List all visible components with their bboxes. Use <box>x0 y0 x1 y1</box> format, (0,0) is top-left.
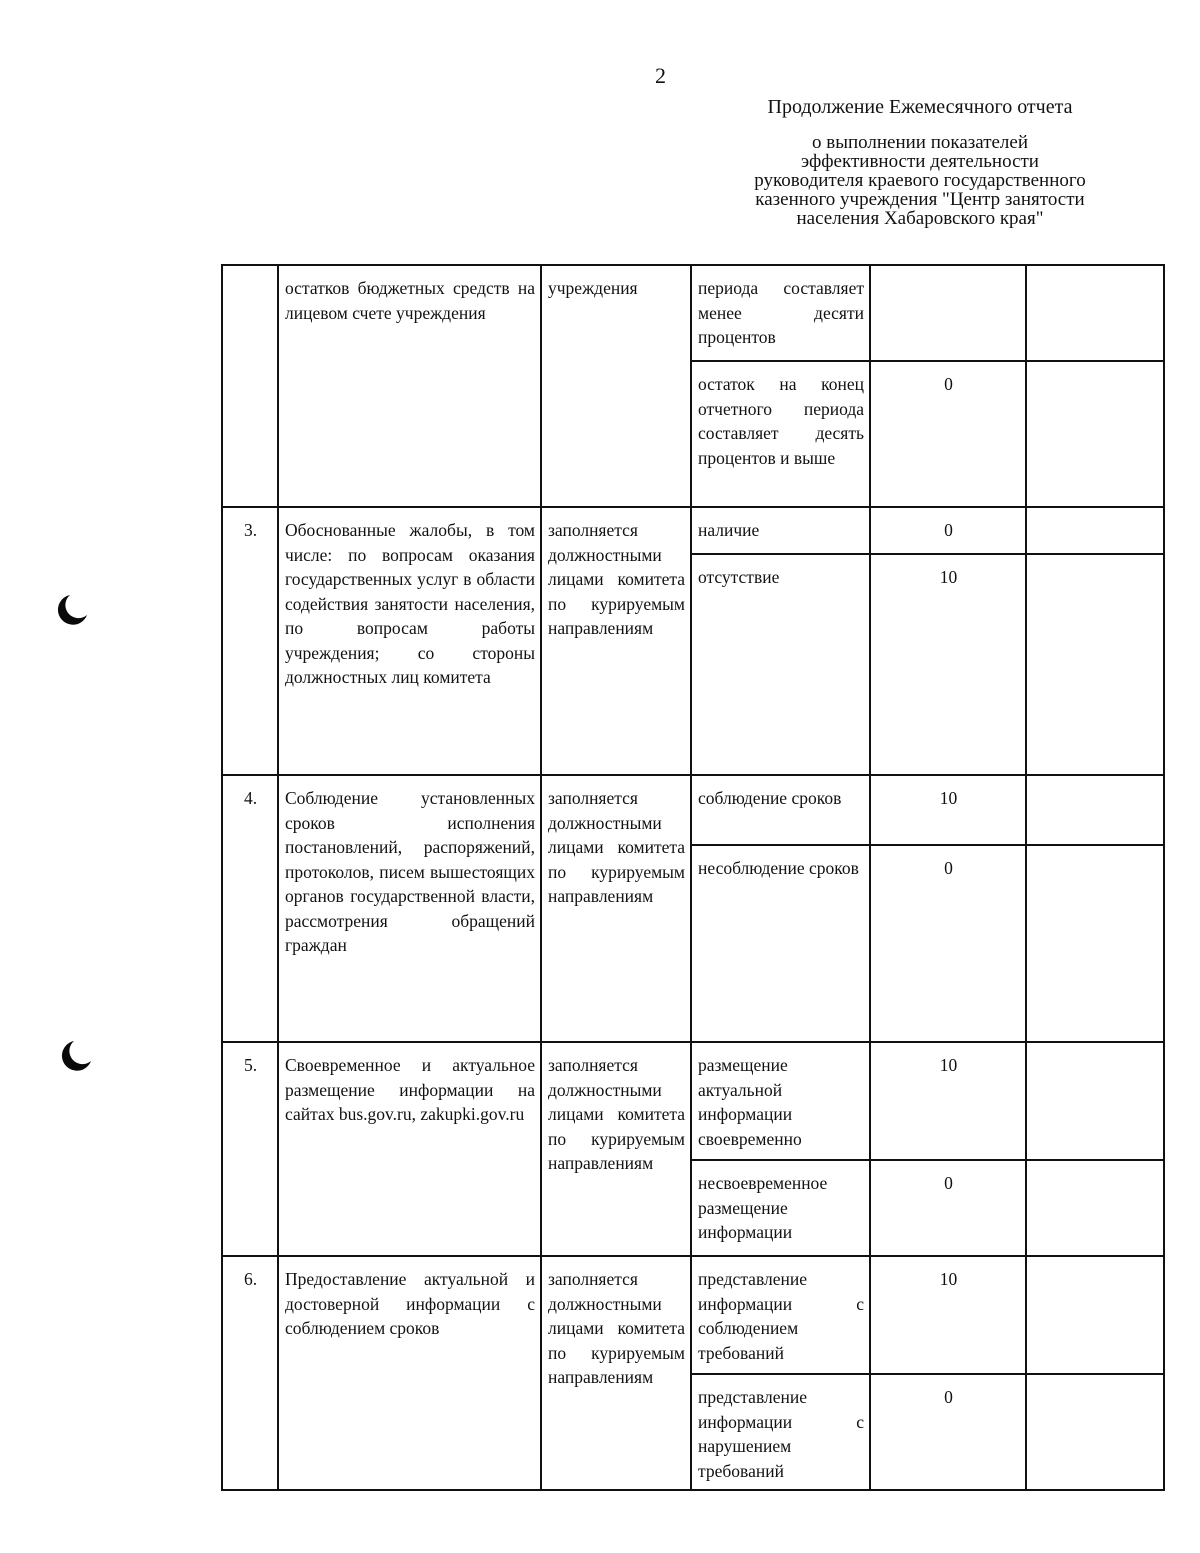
score-cell: 10 <box>870 1042 1026 1160</box>
data-source: заполняется должностными лицами комитета по курируемым направлениям <box>541 1256 691 1490</box>
result-cell <box>1026 1160 1164 1256</box>
score-cell: 0 <box>870 361 1026 507</box>
row-number: 3. <box>222 507 278 775</box>
condition-cell: несоблюдение сроков <box>691 845 870 1042</box>
table-row <box>222 507 1164 554</box>
score-cell: 0 <box>870 1374 1026 1490</box>
data-source: учреждения <box>541 265 691 507</box>
subtitle-line: руководителя краевого государственного <box>754 170 1086 191</box>
data-source: заполняется должностными лицами комитета по курируемым направлениям <box>541 507 691 775</box>
result-cell <box>1026 361 1164 507</box>
indicator-description: Своевременное и актуальное размещение информации на сайтах bus.gov.ru, zakupki.gov.ru <box>278 1042 541 1256</box>
data-source: заполняется должностными лицами комитета по курируемым направлениям <box>541 775 691 1042</box>
indicator-description: Обоснованные жалобы, в том числе: по вопросам оказания государственных услуг в области содействия занятости населения, по вопросам работы учреждения; со стороны должностных лиц комитета <box>278 507 541 775</box>
result-cell <box>1026 845 1164 1042</box>
condition-cell: остаток на конец отчетного периода составляет десять процентов и выше <box>691 361 870 507</box>
score-cell: 10 <box>870 554 1026 775</box>
page-number: 2 <box>655 63 666 88</box>
result-cell <box>1026 554 1164 775</box>
row-number: 4. <box>222 775 278 1042</box>
score-cell: 10 <box>870 1256 1026 1374</box>
indicators-table <box>221 264 1165 1491</box>
condition-cell: наличие <box>691 507 870 554</box>
subtitle-line: казенного учреждения "Центр занятости <box>755 189 1085 210</box>
score-cell: 10 <box>870 775 1026 845</box>
result-cell <box>1026 1256 1164 1374</box>
score-cell <box>870 265 1026 361</box>
report-subtitle <box>690 133 1150 228</box>
report-title: Продолжение Ежемесячного отчета <box>767 96 1073 118</box>
row-number: 6. <box>222 1256 278 1490</box>
condition-cell: представление информации с нарушением требований <box>691 1374 870 1490</box>
punch-hole-mark <box>56 594 88 626</box>
condition-cell: отсутствие <box>691 554 870 775</box>
table-row <box>222 1042 1164 1160</box>
condition-cell: представление информации с соблюдением требований <box>691 1256 870 1374</box>
condition-cell: периода составляет менее десяти процентов <box>691 265 870 361</box>
score-cell: 0 <box>870 1160 1026 1256</box>
indicator-description: остатков бюджетных средств на лицевом счете учреждения <box>278 265 541 507</box>
punch-hole-mark <box>60 1040 92 1072</box>
result-cell <box>1026 1042 1164 1160</box>
result-cell <box>1026 775 1164 845</box>
condition-cell: несвоевременное размещение информации <box>691 1160 870 1256</box>
score-cell: 0 <box>870 507 1026 554</box>
result-cell <box>1026 1374 1164 1490</box>
score-cell: 0 <box>870 845 1026 1042</box>
row-number: 5. <box>222 1042 278 1256</box>
table-row <box>222 265 1164 361</box>
result-cell <box>1026 507 1164 554</box>
result-cell <box>1026 265 1164 361</box>
table-row <box>222 775 1164 845</box>
row-number-cell <box>222 265 278 507</box>
condition-cell: соблюдение сроков <box>691 775 870 845</box>
data-source: заполняется должностными лицами комитета по курируемым направлениям <box>541 1042 691 1256</box>
indicator-description: Соблюдение установленных сроков исполнения постановлений, распоряжений, протоколов, писем вышестоящих органов государственной власти, рассмотрения обращений граждан <box>278 775 541 1042</box>
table-row <box>222 1256 1164 1374</box>
subtitle-line: населения Хабаровского края" <box>796 208 1044 229</box>
condition-cell: размещение актуальной информации своевременно <box>691 1042 870 1160</box>
indicator-description: Предоставление актуальной и достоверной информации с соблюдением сроков <box>278 1256 541 1490</box>
subtitle-line: эффективности деятельности <box>801 151 1039 172</box>
subtitle-line: о выполнении показателей <box>811 132 1029 153</box>
